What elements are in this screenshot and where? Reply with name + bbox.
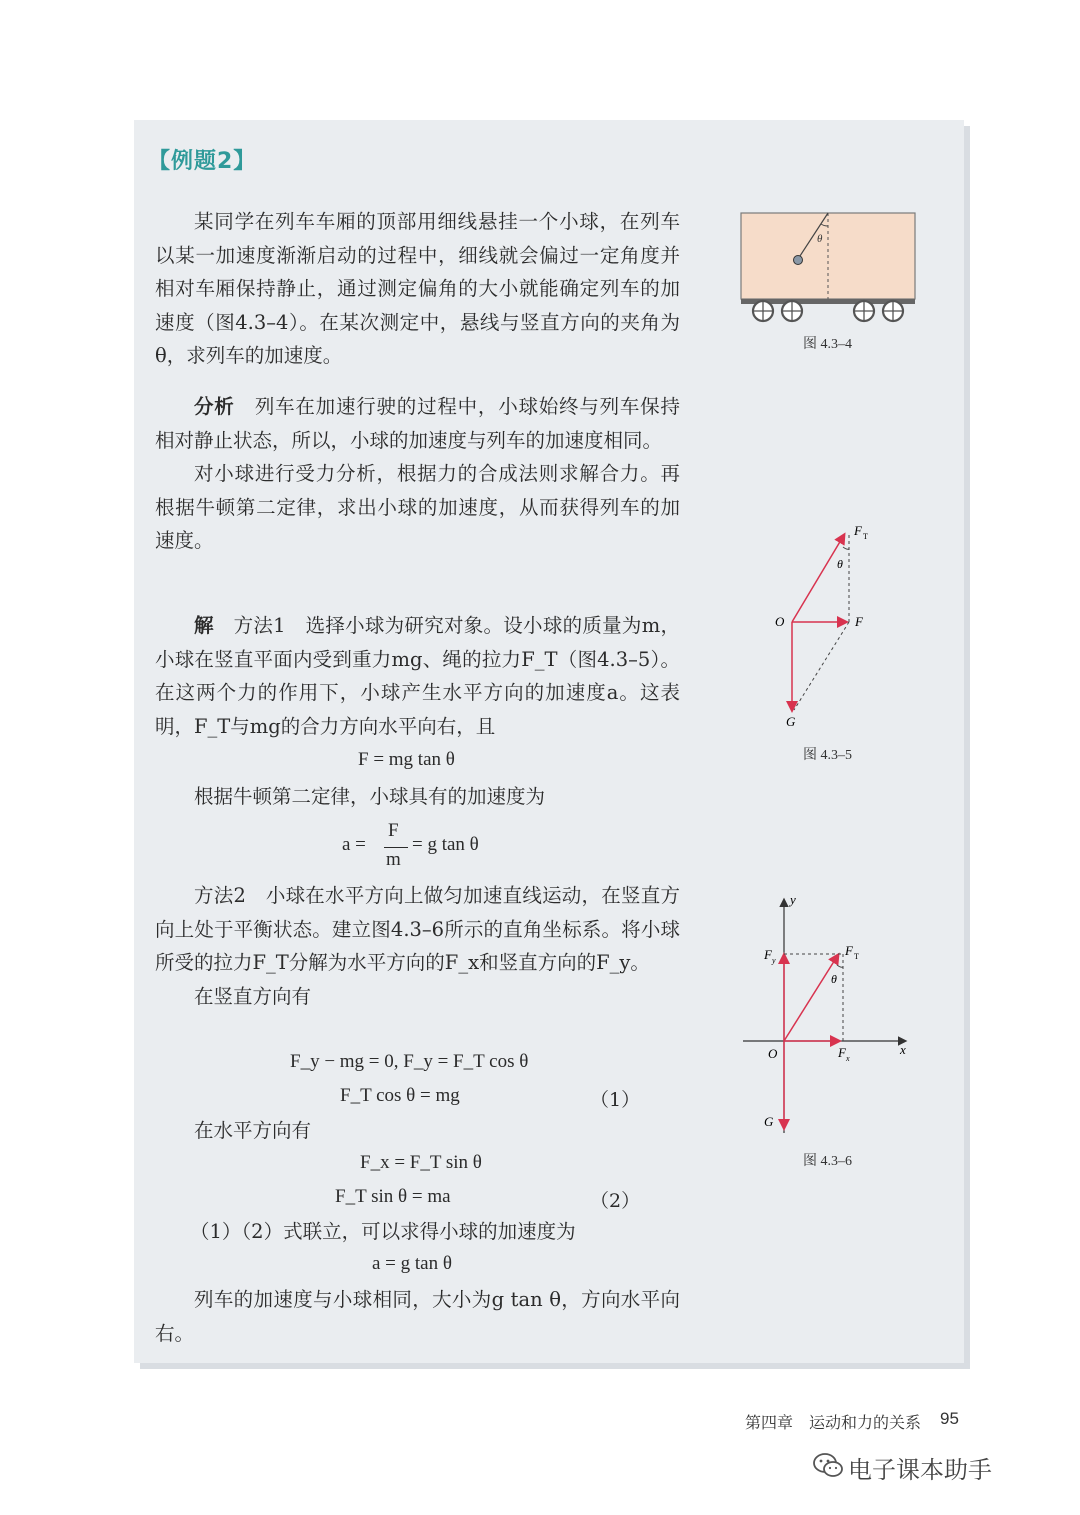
label-G: G (786, 714, 796, 729)
theta-label: θ (817, 233, 823, 245)
tension-vector (784, 955, 838, 1041)
equation-final: a = g tan θ (372, 1253, 452, 1274)
figure-1-caption: 图 4.3–4 (803, 337, 852, 352)
solution-label: 解 (194, 614, 214, 637)
tension-vector (792, 535, 844, 622)
method1-label: 方法1 (233, 614, 286, 637)
figure-3-caption: 图 4.3–6 (803, 1154, 852, 1169)
label-x: x (900, 1042, 906, 1057)
equation-h2: F_T sin θ = ma (335, 1186, 451, 1207)
fraction-bar (384, 847, 408, 848)
label-Fy: F (764, 947, 772, 962)
method2-text: 小球在水平方向上做匀加速直线运动，在竖直方向上处于平衡状态。建立图4.3–6所示的直角坐标系。将小球所受的拉力F_T分解为水平方向的F_x和竖直方向的F_y。 (155, 884, 680, 974)
label-FT: F (845, 943, 853, 958)
label-FT-subscript: T (854, 952, 859, 961)
newton-block (155, 780, 680, 814)
watermark-text: 电子课本助手 (848, 1456, 992, 1484)
equation-number-1: （1） (590, 1089, 641, 1111)
vertical-text: 在竖直方向有 (194, 984, 312, 1008)
label-theta: θ (831, 972, 837, 986)
problem-block (155, 205, 680, 373)
method1-text: 选择小球为研究对象。设小球的质量为m，小球在竖直平面内受到重力mg、绳的拉力F_T（图4.3–5）。在这两个力的作用下，小球产生水平方向的加速度a。这表明，F_T与mg的合力方向水平向右，且 (155, 614, 680, 738)
problem-text: 某同学在列车车厢的顶部用细线悬挂一个小球，在列车以某一加速度渐渐启动的过程中，细线就会偏过一定角度并相对车厢保持静止，通过测定偏角的大小就能确定列车的加速度（图4.3–4）。在某次测定中，悬线与竖直方向的夹角为θ，求列车的加速度。 (155, 210, 680, 367)
figure-force-composition (760, 510, 890, 740)
wechat-icon (812, 1452, 844, 1480)
figure-2-caption: 图 4.3–5 (803, 748, 852, 763)
label-FT-subscript: T (863, 532, 868, 541)
equation-a-den: m (386, 849, 401, 870)
equation-F: F = mg tan θ (358, 749, 455, 770)
equation-a-rhs: = g tan θ (412, 834, 479, 855)
label-theta: θ (837, 557, 843, 571)
analysis-label: 分析 (194, 395, 235, 418)
equation-v1: F_y − mg = 0, F_y = F_T cos θ (290, 1051, 529, 1072)
equation-h1: F_x = F_T sin θ (360, 1152, 482, 1173)
label-y: y (790, 892, 796, 907)
analysis-text-2: 对小球进行受力分析，根据力的合成法则求解合力。再根据牛顿第二定律，求出小球的加速度，从而获得列车的加速度。 (155, 462, 680, 552)
angle-arc (837, 965, 843, 967)
method2-label: 方法2 (194, 884, 246, 907)
figure-train-car (730, 205, 930, 330)
label-O: O (768, 1046, 778, 1061)
label-Fx-subscript: x (846, 1054, 850, 1063)
analysis-block (155, 390, 680, 558)
angle-arc (843, 547, 849, 549)
label-O: O (775, 614, 785, 629)
method1-block (155, 609, 680, 743)
combine-block (190, 1215, 715, 1249)
combine-text: （1）（2）式联立，可以求得小球的加速度为 (190, 1220, 576, 1243)
equation-a-num: F (388, 820, 399, 841)
footer-chapter: 第四章 运动和力的关系 (745, 1413, 922, 1432)
dashed-diagonal (794, 622, 849, 710)
method2-block (155, 879, 680, 1013)
page-number: 95 (940, 1409, 959, 1428)
label-FT: F (854, 523, 862, 538)
conclusion-block (155, 1283, 680, 1350)
example-title: 【例题2】 (148, 149, 257, 174)
equation-a-lhs: a = (342, 834, 366, 855)
label-Fy-subscript: y (772, 956, 776, 965)
label-G: G (764, 1114, 774, 1129)
label-Fx: F (838, 1045, 846, 1060)
equation-number-2: （2） (590, 1190, 641, 1212)
equation-v2: F_T cos θ = mg (340, 1085, 460, 1106)
horizontal-text: 在水平方向有 (194, 1119, 312, 1142)
conclusion-text: 列车的加速度与小球相同，大小为g tan θ，方向水平向右。 (155, 1288, 680, 1345)
newton-text: 根据牛顿第二定律，小球具有的加速度为 (194, 785, 546, 808)
label-F: F (855, 614, 863, 629)
horizontal-block (155, 1114, 680, 1148)
figure-force-decomposition (735, 888, 925, 1143)
analysis-text-1: 列车在加速行驶的过程中，小球始终与列车保持相对静止状态，所以，小球的加速度与列车的加速度相同。 (155, 395, 680, 452)
ball (794, 256, 803, 265)
